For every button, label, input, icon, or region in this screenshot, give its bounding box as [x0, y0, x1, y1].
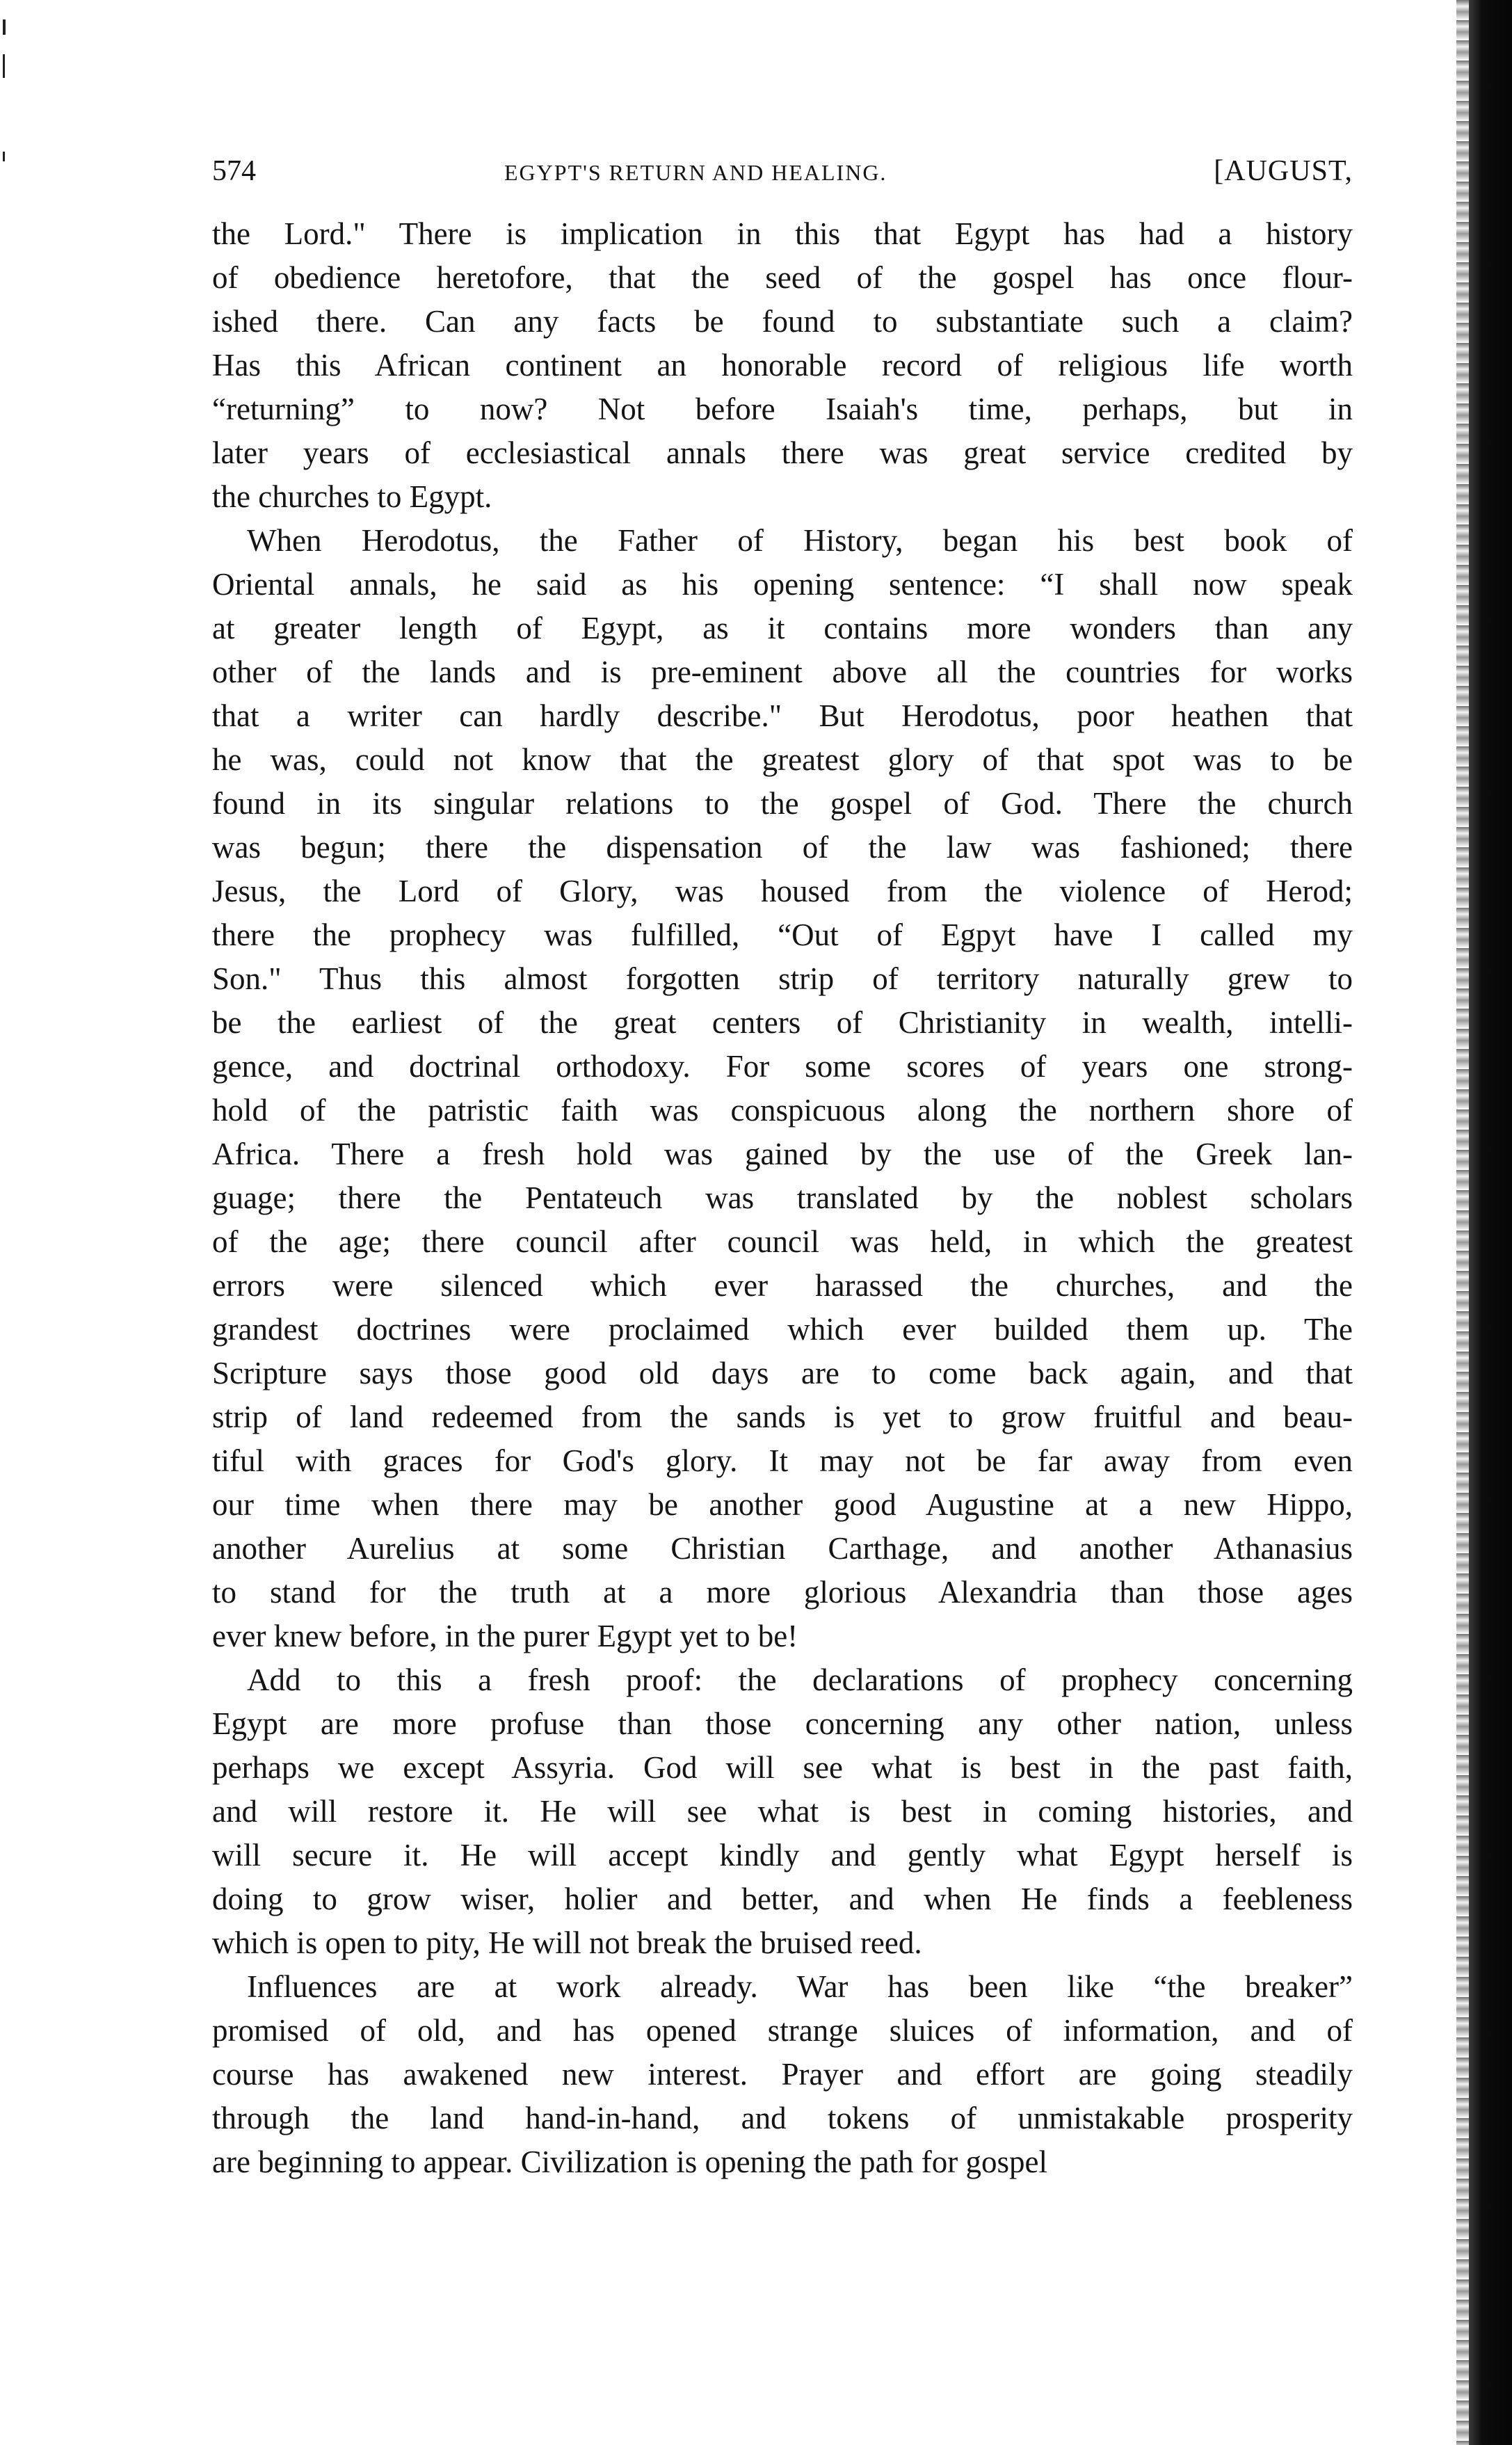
- running-date: [AUGUST,: [1214, 155, 1353, 187]
- paragraph: [212, 1965, 1353, 2184]
- text-line: ever knew before, in the purer Egypt yet to be!: [212, 1619, 798, 1653]
- scan-artifact: [3, 19, 6, 35]
- text-line: When Herodotus, the Father of History, began his best book of: [247, 523, 1353, 558]
- text-line: to stand for the truth at a more glorious Alexandria than those ages: [212, 1575, 1353, 1610]
- page-header: [212, 154, 1353, 196]
- text-line: Jesus, the Lord of Glory, was housed from the violence of Herod;: [212, 874, 1353, 908]
- text-line: Egypt are more profuse than those concerning any other nation, unless: [212, 1706, 1353, 1741]
- text-line: errors were silenced which ever harassed the churches, and the: [212, 1268, 1353, 1303]
- text-line: and will restore it. He will see what is best in coming histories, and: [212, 1794, 1353, 1829]
- text-line: of obedience heretofore, that the seed of the gospel has once flour-: [212, 260, 1353, 295]
- text-line: tiful with graces for God's glory. It may not be far away from even: [212, 1443, 1353, 1478]
- text-line: our time when there may be another good Augustine at a new Hippo,: [212, 1487, 1353, 1522]
- text-line: promised of old, and has opened strange sluices of information, and of: [212, 2013, 1353, 2048]
- text-line: ished there. Can any facts be found to substantiate such a claim?: [212, 304, 1353, 339]
- text-line: the Lord." There is implication in this that Egypt has had a history: [212, 216, 1353, 251]
- text-line: hold of the patristic faith was conspicuous along the northern shore of: [212, 1093, 1353, 1128]
- text-line: Son." Thus this almost forgotten strip of territory naturally grew to: [212, 961, 1353, 996]
- text-line: Has this African continent an honorable record of religious life worth: [212, 348, 1353, 383]
- text-line: Scripture says those good old days are to come back again, and that: [212, 1356, 1353, 1390]
- text-line: “returning” to now? Not before Isaiah's time, perhaps, but in: [212, 392, 1353, 426]
- page-number: 574: [212, 155, 256, 187]
- text-line: found in its singular relations to the gospel of God. There the church: [212, 786, 1353, 821]
- text-line: Africa. There a fresh hold was gained by the use of the Greek lan-: [212, 1137, 1353, 1171]
- scan-artifact: [3, 54, 5, 78]
- text-line: other of the lands and is pre-eminent above all the countries for works: [212, 655, 1353, 689]
- text-line: there the prophecy was fulfilled, “Out of Egpyt have I called my: [212, 917, 1353, 952]
- text-line: grandest doctrines were proclaimed which ever builded them up. The: [212, 1312, 1353, 1347]
- text-line: later years of ecclesiastical annals there was great service credited by: [212, 435, 1353, 470]
- text-line: be the earliest of the great centers of Christianity in wealth, intelli-: [212, 1005, 1353, 1040]
- text-line: will secure it. He will accept kindly and gently what Egypt herself is: [212, 1838, 1353, 1873]
- text-line: Add to this a fresh proof: the declarations of prophecy concerning: [247, 1662, 1353, 1697]
- text-line: are beginning to appear. Civilization is opening the path for gospel: [212, 2145, 1047, 2179]
- text-line: perhaps we except Assyria. God will see what is best in the past faith,: [212, 1750, 1353, 1785]
- text-line: another Aurelius at some Christian Carthage, and another Athanasius: [212, 1531, 1353, 1566]
- text-line: course has awakened new interest. Prayer and effort are going steadily: [212, 2057, 1353, 2092]
- text-line: through the land hand-in-hand, and tokens of unmistakable prosperity: [212, 2101, 1353, 2135]
- running-title: EGYPT'S RETURN AND HEALING.: [504, 160, 887, 185]
- text-line: guage; there the Pentateuch was translated by the noblest scholars: [212, 1180, 1353, 1215]
- text-line: gence, and doctrinal orthodoxy. For some scores of years one strong-: [212, 1049, 1353, 1084]
- scan-artifact: [3, 152, 5, 161]
- text-line: at greater length of Egypt, as it contains more wonders than any: [212, 611, 1353, 646]
- binding-edge: [1469, 0, 1512, 2445]
- text-line: the churches to Egypt.: [212, 479, 492, 514]
- paragraph: [212, 519, 1353, 1658]
- paragraph: [212, 1658, 1353, 1965]
- text-line: Influences are at work already. War has been like “the breaker”: [247, 1969, 1353, 2004]
- text-line: he was, could not know that the greatest glory of that spot was to be: [212, 742, 1353, 777]
- text-line: Oriental annals, he said as his opening sentence: “I shall now speak: [212, 567, 1353, 602]
- text-line: was begun; there the dispensation of the law was fashioned; there: [212, 830, 1353, 865]
- body-text: [212, 212, 1353, 2184]
- text-line: of the age; there council after council was held, in which the greatest: [212, 1224, 1353, 1259]
- text-line: which is open to pity, He will not break the bruised reed.: [212, 1925, 922, 1960]
- text-line: doing to grow wiser, holier and better, and when He finds a feebleness: [212, 1882, 1353, 1916]
- text-line: strip of land redeemed from the sands is yet to grow fruitful and beau-: [212, 1400, 1353, 1434]
- text-line: that a writer can hardly describe." But Herodotus, poor heathen that: [212, 698, 1353, 733]
- paragraph: [212, 212, 1353, 519]
